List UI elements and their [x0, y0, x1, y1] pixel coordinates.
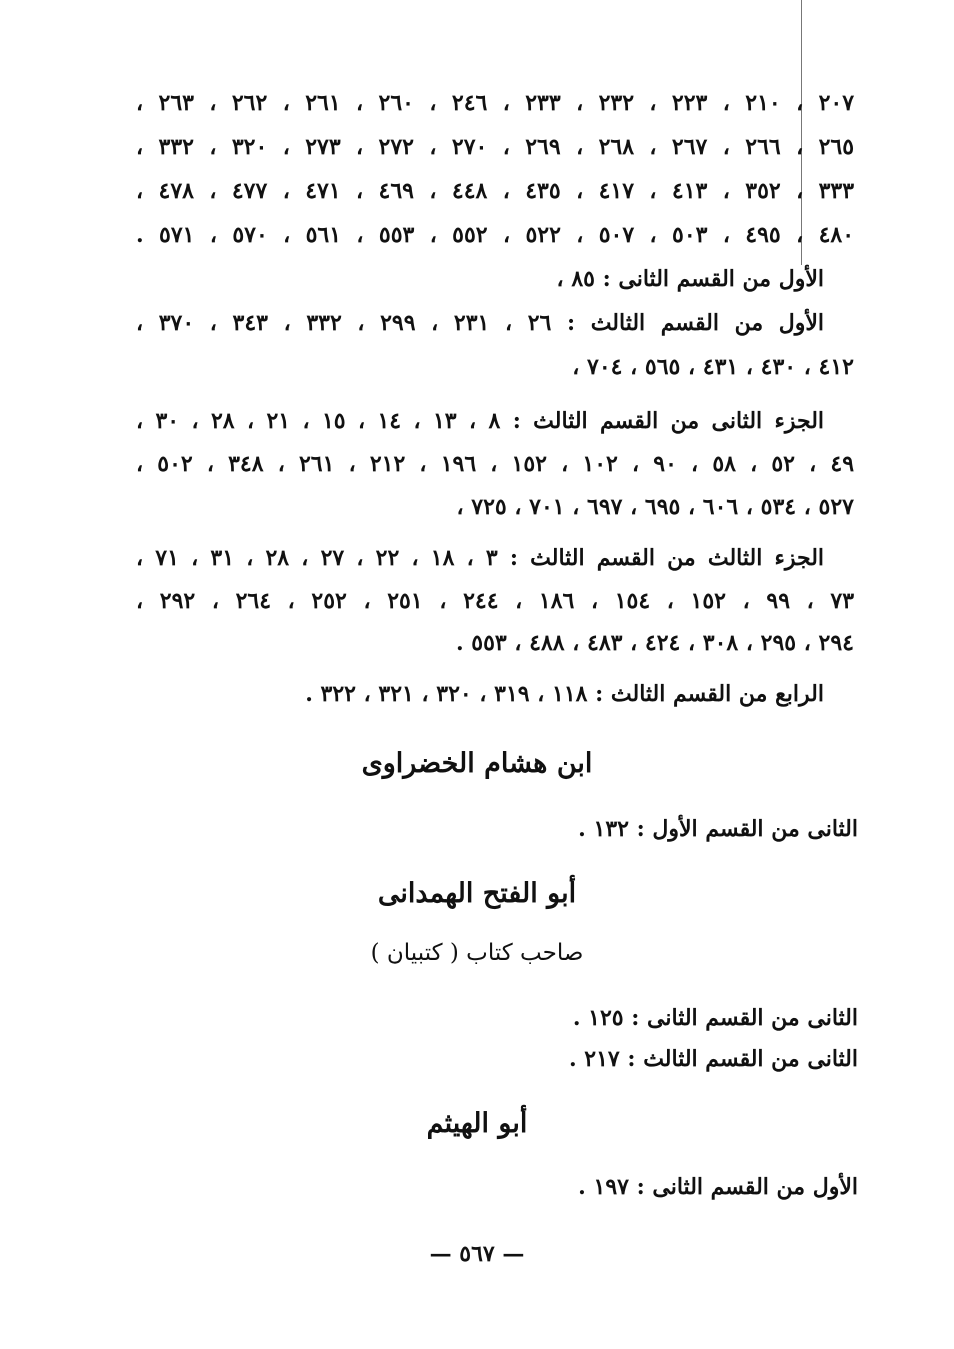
- index-entry: الأول من القسم الثانى : ١٩٧ .: [578, 1174, 858, 1200]
- section-heading: ابن هشام الخضراوى: [361, 748, 593, 779]
- index-line: ٣٣٣ ، ٣٥٢ ، ٤١٣ ، ٤١٧ ، ٤٣٥ ، ٤٤٨ ، ٤٦٩ ، ٤٧١ ، ٤٧٧ ، ٤٧٨ ،: [136, 178, 855, 204]
- index-entry: الثانى من القسم الثانى : ١٢٥ .: [572, 1005, 858, 1031]
- index-entry: الجزء الثالث من القسم الثالث : ٣ ، ١٨ ، ٢٢ ، ٢٧ ، ٢٨ ، ٣١ ، ٧١ ،: [136, 545, 825, 571]
- index-entry: الرابع من القسم الثالث : ١١٨ ، ٣١٩ ، ٣٢٠ ، ٣٢١ ، ٣٢٢ .: [305, 681, 824, 707]
- index-line: ٢٩٤ ، ٢٩٥ ، ٣٠٨ ، ٤٢٤ ، ٤٨٣ ، ٤٨٨ ، ٥٥٣ .: [455, 630, 854, 656]
- page-number: — ٥٦٧ —: [429, 1241, 525, 1267]
- index-line: ٢٠٧ ، ٢١٠ ، ٢٢٣ ، ٢٣٢ ، ٢٣٣ ، ٢٤٦ ، ٢٦٠ ، ٢٦١ ، ٢٦٢ ، ٢٦٣ ،: [136, 90, 855, 116]
- index-line: ٤١٢ ، ٤٣٠ ، ٤٣١ ، ٥٦٥ ، ٧٠٤ ،: [572, 354, 854, 380]
- index-line: ٤٨٠ ، ٤٩٥ ، ٥٠٣ ، ٥٠٧ ، ٥٢٢ ، ٥٥٢ ، ٥٥٣ ، ٥٦١ ، ٥٧٠ ، ٥٧١ .: [136, 222, 855, 248]
- index-entry: الجزء الثانى من القسم الثالث : ٨ ، ١٣ ، ١٤ ، ١٥ ، ٢١ ، ٢٨ ، ٣٠ ،: [136, 408, 825, 434]
- index-line: ٧٣ ، ٩٩ ، ١٥٢ ، ١٥٤ ، ١٨٦ ، ٢٤٤ ، ٢٥١ ، ٢٥٢ ، ٢٦٤ ، ٢٩٢ ،: [136, 588, 855, 614]
- index-entry: الأول من القسم الثانى : ٨٥ ،: [556, 266, 824, 292]
- index-entry: الأول من القسم الثالث : ٢٦ ، ٢٣١ ، ٢٩٩ ، ٣٣٢ ، ٣٤٣ ، ٣٧٠ ،: [136, 310, 825, 336]
- index-line: ٥٢٧ ، ٥٣٤ ، ٦٠٦ ، ٦٩٥ ، ٦٩٧ ، ٧٠١ ، ٧٢٥ ،: [456, 494, 854, 520]
- index-entry: الثانى من القسم الأول : ١٣٢ .: [578, 816, 858, 842]
- section-heading: أبو الفتح الهمدانى: [377, 878, 577, 909]
- section-heading: أبو الهيثم: [426, 1108, 528, 1139]
- index-entry: الثانى من القسم الثالث : ٢١٧ .: [568, 1046, 858, 1072]
- index-line: ٢٦٥ ، ٢٦٦ ، ٢٦٧ ، ٢٦٨ ، ٢٦٩ ، ٢٧٠ ، ٢٧٢ ، ٢٧٣ ، ٣٢٠ ، ٣٣٢ ،: [136, 134, 855, 160]
- section-subtitle: صاحب كتاب ( كتبيان ): [370, 940, 584, 966]
- index-line: ٤٩ ، ٥٢ ، ٥٨ ، ٩٠ ، ١٠٢ ، ١٥٢ ، ١٩٦ ، ٢١٢ ، ٢٦١ ، ٣٤٨ ، ٥٠٢ ،: [136, 451, 855, 477]
